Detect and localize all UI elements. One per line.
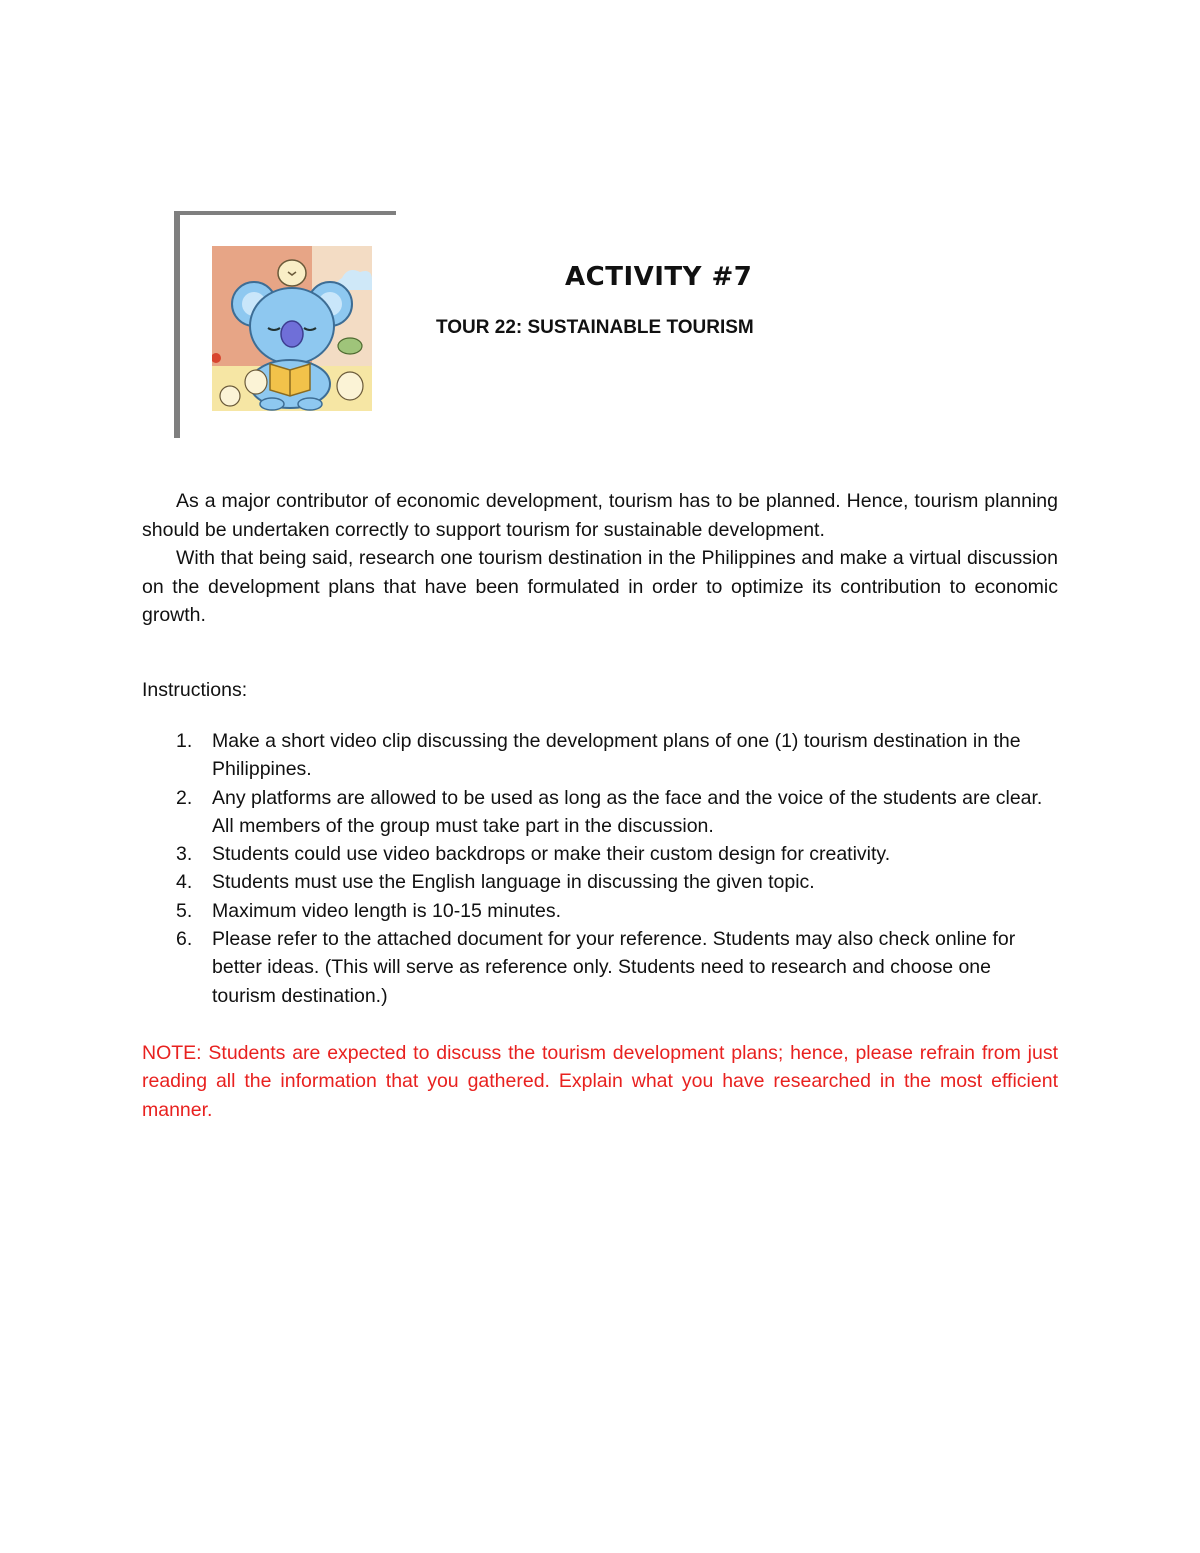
list-item-text: Please refer to the attached document for your reference. Students may also check online for better ideas. (This will serve as reference only. Students need to research and choose one tourism destination.) <box>212 928 1016 1007</box>
list-item-number: 1. <box>176 730 193 752</box>
list-item-text: Any platforms are allowed to be used as long as the face and the voice of the students are clear. All members of the group must take part in the discussion. <box>212 786 1043 837</box>
instructions-list <box>142 727 1058 1010</box>
list-item <box>142 727 1058 784</box>
list-item-text: Students must use the English language in discussing the given topic. <box>212 871 815 894</box>
list-item-number: 2. <box>176 786 193 809</box>
list-item <box>142 840 1058 868</box>
intro-paragraph: With that being said, research one tourism destination in the Philippines and make a virtual discussion on the development plans that have been formulated in order to optimize its contribution to economic growth. <box>142 547 1058 627</box>
note-paragraph: NOTE: Students are expected to discuss the tourism development plans; hence, please refrain from just reading all the information that you gathered. Explain what you have researched in the most efficient manner. <box>142 1042 1058 1121</box>
list-item <box>142 897 1058 925</box>
list-item-text: Make a short video clip discussing the development plans of one (1) tourism destination in the Philippines. <box>212 730 1021 781</box>
list-item-number: 4. <box>176 871 193 894</box>
intro-paragraph: As a major contributor of economic development, tourism has to be planned. Hence, tourism planning should be undertaken correctly to support tourism for sustainable development. <box>142 490 1058 541</box>
instructions-label: Instructions: <box>142 679 248 701</box>
activity-title: ACTIVITY #7 <box>565 262 753 292</box>
koala-reading-book-icon <box>212 246 372 411</box>
list-item-text: Maximum video length is 10-15 minutes. <box>212 899 561 922</box>
list-item-text: Students could use video backdrops or make their custom design for creativity. <box>212 843 891 866</box>
intro-section <box>142 487 1058 630</box>
tour-subtitle: TOUR 22: SUSTAINABLE TOURISM <box>436 317 754 338</box>
list-item-number: 3. <box>176 843 193 866</box>
list-item <box>142 868 1058 896</box>
list-item-number: 6. <box>176 928 193 951</box>
list-item <box>142 784 1058 841</box>
list-item-number: 5. <box>176 899 193 922</box>
list-item <box>142 925 1058 1010</box>
